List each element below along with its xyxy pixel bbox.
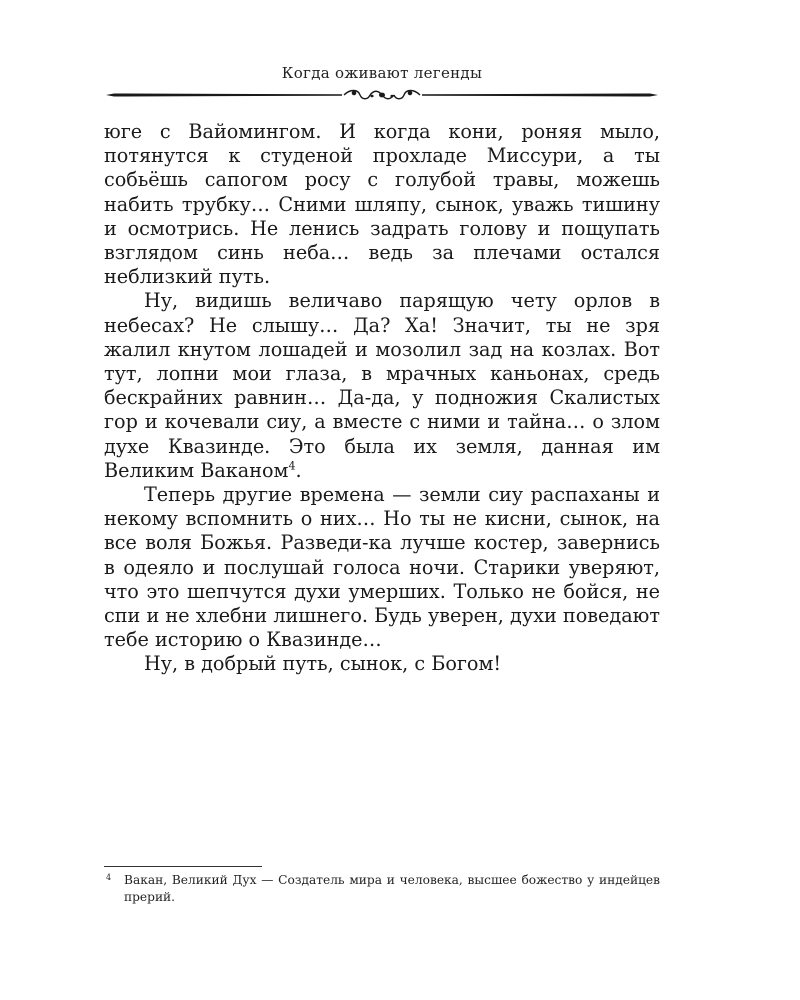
- footnote-text: Вакан, Великий Дух — Создатель мира и человека, высшее божество у индейцев прерий.: [124, 873, 660, 904]
- paragraph-2-end: .: [295, 458, 302, 482]
- footnote-number: 4: [106, 873, 112, 882]
- body-text: [104, 120, 660, 677]
- paragraph-4: Ну, в добрый путь, сынок, с Богом!: [144, 652, 502, 676]
- footnote-reference[interactable]: 4: [288, 459, 296, 473]
- running-head: Когда оживают легенды: [281, 64, 483, 82]
- paragraph-3: Теперь другие времена — земли сиу распаханы и некому вспомнить о них… Но ты не кисни, сынок, на все воля Божья. Разведи-ка лучше костер, завернись в одеяло и послушай голоса ночи. Старики уверяют, что это шепчутся духи умерших. Только не бойся, не спи и не хлебни лишнего. Будь уверен, духи поведают тебе историю о Квазинде…: [104, 483, 660, 652]
- paragraph-2: [104, 289, 660, 483]
- ornamental-rule: [104, 84, 660, 106]
- footnote: [104, 872, 660, 906]
- paragraph-2-text: Ну, видишь величаво парящую чету орлов в небесах? Не слышу… Да? Ха! Значит, ты не зря жалил кнутом лошадей и мозолил зад на козлах. Вот тут, лопни мои глаза, в мрачных каньонах, средь бескрайних равнин… Да-да, у подножия Скалистых гор и кочевали сиу, а вместе с ними и тайна… о злом духе Квазинде. Это была их земля, данная им Великим Ваканом: [104, 289, 660, 482]
- footnote-rule: [104, 866, 262, 867]
- paragraph-1: юге с Вайомингом. И когда кони, роняя мыло, потянутся к студеной прохладе Миссури, а ты собьёшь сапогом росу с голубой травы, можешь набить трубку… Сними шляпу, сынок, уважь тишину и осмотрись. Не ленись задрать голову и пощупать взглядом синь неба… ведь за плечами остался неблизкий путь.: [104, 120, 660, 289]
